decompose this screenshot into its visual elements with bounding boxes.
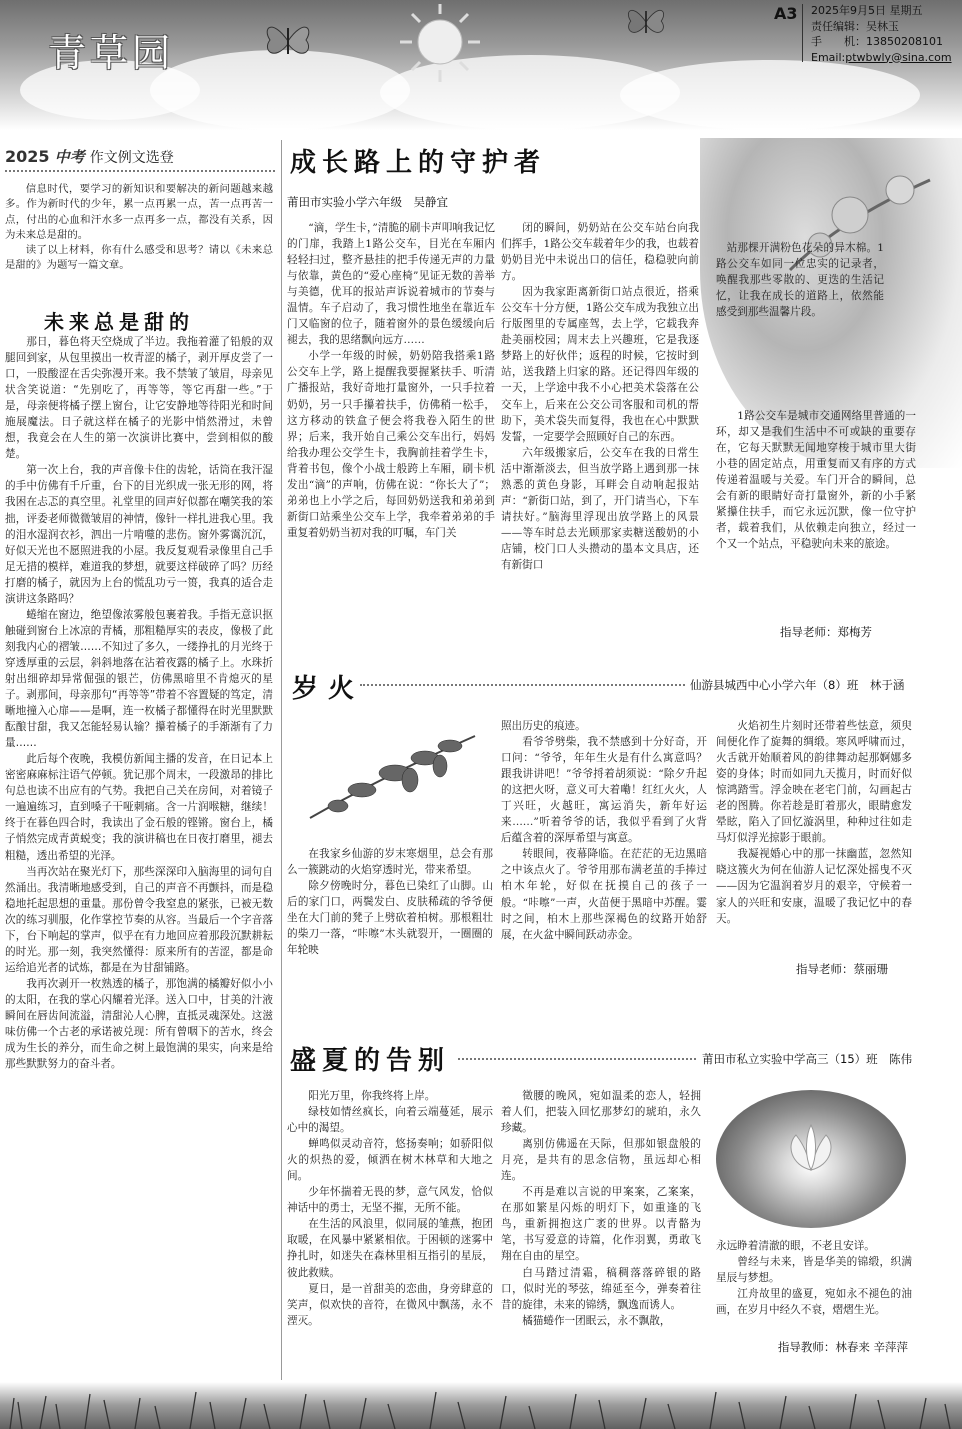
article-paragraph: 火焰初生片刻时还带着些怯意，须臾间便化作了旋舞的绸缎。寒风呼啸而过，火舌就开始顺着风的韵律舞动起那婀娜多姿的身体；时而如同九天揽月，时而好似惊鸿踏雪。浮金映在老宅门前，勾画起古老的图腾。你若趁是盯着那火，眼睛愈发晕眩，陷入了回忆漩涡里，种种过往如走马灯似浮光掠影于眼前。 [716, 720, 912, 845]
article-author: 仙游县城西中心小学六年（8）班 林于涵 [690, 678, 905, 692]
mentor-credit: 指导教师：林春来 辛萍萍 [777, 1340, 908, 1354]
grass-icon [0, 1378, 962, 1429]
wisteria-image [300, 718, 490, 836]
article-paragraph: 江舟故里的盛夏，宛如永不褪色的油画，在岁月中经久不衰，熠熠生光。 [716, 1288, 912, 1317]
article-paragraph: 小学一年级的时候，奶奶陪我搭乘1路公交车上学，路上提醒我要握紧扶手、听清广播报站，我好奇地打量窗外，一只手拉着奶奶，另一只手攥着扶手，仿佛稍一松手，这方移动的铁盒子便会将我卷入陌生的世界；后来，我开始自己乘公交车出行，妈妈给我办理公交学生卡，我胸前挂着学生卡，背着书包，像个小战士般跨上车厢，刷卡机发出“滴”的声响，仿佛在说：“你长大了”；弟弟也上小学之后，每回奶奶送我和弟弟到新街口站乘坐公交车上学，我牵着弟弟的手重复着奶奶当初对我的叮嘱，车门关 [287, 350, 495, 539]
article-paragraph: 徵腰的晚风，宛如温柔的恋人，轻拥着人们，把装入回忆那梦幻的琥珀，永久珍藏。 [501, 1090, 701, 1135]
page-number: A3 [774, 4, 798, 23]
article-paragraph: 看爷爷劈柴，我不禁感到十分好奇，开口问：“爷爷，年年生火是有什么寓意吗？跟我讲讲吧！”爷爷捋着胡须说：“除夕升起的这把火呀，意义可大着嘞！红红火火，人丁兴旺，火越旺，寓运消失，新年好运来……”听着爷爷的话，我似乎看到了火背后蕴含着的深厚希望与寓意。 [501, 736, 707, 845]
article-paragraph: 少年怀揣着无畏的梦，意气风发，恰似神话中的勇士，无坚不摧，无所不能。 [287, 1186, 493, 1215]
essay-title: 未来总是甜的 [44, 310, 194, 334]
article-paragraph: 白马踏过清霜，稿稠落落碎银的路口，似时光的琴弦，绵延至今，弹奏着往昔的旋律，未来的锦绣，飘逸而诱人。 [501, 1266, 701, 1311]
title-dotline [360, 684, 685, 686]
editor-phone: 手 机：13850208101 [811, 35, 943, 48]
lotus-icon [776, 1120, 846, 1180]
article-author: 莆田市私立实验中学高三（15）班 陈伟 [702, 1052, 913, 1066]
article-title: 成长路上的守护者 [290, 148, 547, 178]
email-label: Email: [811, 50, 846, 64]
article-column [716, 240, 884, 320]
column-divider [281, 140, 282, 1380]
article-paragraph: 夏日，是一首甜美的恋曲，身旁肆意的笑声，似欢快的音符，在微风中飘荡，永不湮灭。 [287, 1282, 493, 1327]
article-paragraph: 闭的瞬间，奶奶站在公交车站台向我们挥手，1路公交车载着年少的我，也载着奶奶目光中未说出口的信任，稳稳驶向前方。 [501, 222, 699, 283]
article-column [501, 1088, 701, 1329]
sidebar-heading [5, 146, 273, 167]
article-column [716, 718, 912, 927]
article-paragraph: 因为我家距离新街口站点很近，搭乘公交车十分方便，1路公交车成为我独立出行版图里的专属座驾，去上学，它载我奔赴美丽校园；周末去上兴趣班，它是我逐梦路上的好伙伴；返程的时候，它按时到站，送我踏上归家的路。还记得四年级的一天，上学途中我不小心把美术袋落在公交车上，后来在公交公司客服和司机的帮助下，美术袋失而复得，我也在心中默默发誓，一定要学会照顾好自己的东西。 [501, 286, 699, 443]
article-title: 盛夏的告别 [290, 1046, 451, 1076]
article-column [501, 718, 707, 943]
article-paragraph: 曾经与未来，皆是华美的锦缎，织满星辰与梦想。 [716, 1256, 912, 1285]
article-column [501, 220, 699, 573]
article-paragraph: 不再是难以言说的甲案案，乙案案，在那如繁星闪烁的明灯下，如重逢的飞鸟，重新拥抱这广袤的世界。以青骼为笔，书写爱意的诗篇，化作羽翼，勇敢飞翔在自由的星空。 [501, 1186, 701, 1263]
article-paragraph: 蝉鸣似灵动音符，悠扬奏响；如骄阳似火的炽热的爱，倾洒在树木林草和大地之间。 [287, 1138, 493, 1183]
issue-date: 2025年9月5日 星期五 [811, 4, 923, 17]
header-divider [802, 4, 803, 62]
article-author: 莆田市实验小学六年级 吴静宜 [287, 195, 448, 209]
prompt-paragraph: 信息时代，要学习的新知识和要解决的新问题越来越多。作为新时代的少年，累一点再累一点，苦一点再苦一点，付出的心血和汗水多一点再多一点，都没有关系，因为未来总是甜的。 [5, 183, 273, 241]
article-paragraph: 照出历史的痕迹。 [501, 720, 586, 732]
essay-paragraph: 我再次剥开一枚熟透的橘子，那饱满的橘瓣好似小小的太阳，在我的掌心闪耀着光泽。送入口中，甘美的汁液瞬间在唇齿间流溢，清甜沁人心脾，直抵灵魂深处。这滋味仿佛一个古老的承诺被兑现：所有曾咽下的苦水，终会成为生长的养分，而生命之树上最饱满的果实，向来是给那些默默努力的奋斗者。 [5, 977, 273, 1071]
article-paragraph: 在生活的风浪里，似同展的雏燕，抱团取暖，在风暴中紧紧相依。于困顿的迷雾中挣扎时，如迷失在森林里相互指引的星辰，彼此救赎。 [287, 1218, 493, 1279]
section-title: 作文例文选登 [89, 150, 174, 166]
article-paragraph: 阳光万里，你我终将上岸。 [308, 1090, 436, 1102]
article-paragraph: 绿枝如情丝疯长，向着云端蔓延，展示心中的渴望。 [287, 1106, 493, 1135]
article-paragraph: 永远睁着清澈的眼，不老且安详。 [716, 1240, 875, 1252]
email-link[interactable]: ptwbwly@sina.com [845, 50, 952, 64]
essay-paragraph: 蜷缩在窗边，绝望像浓雾般包裹着我。手指无意识抠触碰到窗台上冰凉的青橘，那粗糙厚实的表皮，像极了此刻我内心的褶皱……不知过了多久，一缕挣扎的月光终于穿透厚重的云层，斜斜地落在沾着夜露的橘子上。水珠折射出细碎却异常倔强的银芒，仿佛黑暗里不肯熄灭的星子。剥那间，母亲那句“再等等”带着不容置疑的笃定，清晰地撞入心扉——是啊，连一枚橘子都懂得在时光里默默酝酿甘甜，我又怎能轻易认输？攥着橘子的手渐渐有了力量…… [5, 608, 273, 750]
year-label: 2025 [5, 147, 50, 166]
article-paragraph: 除夕傍晚时分，暮色已染红了山脚。山后的家门口，两鬓发白、皮肤稀疏的爷爷便坐在大门前的凳子上劈砍着柏树。那根粗壮的柴刀一落，“咔嚓”木头就裂开，一圈圈的年轮映 [287, 880, 493, 957]
essay-prompt [5, 182, 273, 274]
article-paragraph: 六年级搬家后，公交车在我的日常生活中渐渐淡去，但当放学路上遇到那一抹熟悉的黄色身影，耳畔会自动响起报站声：“新街口站，到了，开门请当心，下车请扶好。”脑海里浮现出放学路上的风景——等车时总去光顾那家卖糖送酸奶的小店铺，校门口人头攒动的墨本文具店，还有新街口 [501, 446, 699, 571]
editor-email [811, 50, 952, 66]
article-paragraph: 橘猫蜷作一团眠云，永不飘散， [522, 1314, 671, 1327]
article-paragraph: “滴，学生卡，”清脆的刷卡声叩响我记忆的门扉，我踏上1路公交车，目光在车厢内轻轻扫过，整齐悬挂的把手传递无声的力量与依靠，黄色的“爱心座椅”见证无数的善举与美德，优耳的报站声诉说着城市的节奏与温情。车子启动了，我习惯性地坐在靠近车门又临窗的位子，随着窗外的景色缓缓向后褪去，我的思绪飘向远方…… [287, 222, 495, 347]
article-paragraph: 在我家乡仙游的岁末寒烟里，总会有那么一簇跳动的火焰穿透时光，带来希望。 [287, 848, 493, 877]
article-paragraph: 1路公交车是城市交通网络里普通的一环，却又是我们生活中不可或缺的重要存在，它每天默默无闻地穿梭于城市里大街小巷的固定站点，用重复而又有序的方式传递着温暖与关爱。车门开合的瞬间，总会有新的眼睛好奇打量窗外，新的小手紧紧攥住扶手，而它永远沉默，像一位守护者，载着我们，从依赖走向独立，经过一个又一个站点，平稳驶向未来的旅途。 [716, 410, 916, 551]
article-column [716, 1238, 912, 1318]
mentor-credit: 指导老师：郑梅芳 [780, 625, 872, 639]
sun-icon [385, 2, 495, 92]
article-paragraph: 我凝视婚心中的那一抹幽蓝，忽然知晓这簇火为何在仙游人记忆深处摇曳不灭——因为它温润着岁月的艰辛，守候着一家人的兴旺和安康，温暖了我记忆中的春天。 [716, 848, 912, 925]
article-paragraph: 转眼间，夜幕降临。在茫茫的无边黑暗之中该点火了。爷爷用那布满老茧的手捧过柏木年轮，好似在抚摸自己的孩子一般。“咔嚓”一声，火苗便于黑暗中苏醒。霎时之间，柏木上那些深褐色的纹路开始舒展，在火盆中瞬间跃动赤金。 [501, 848, 707, 941]
column-title: 青草园 [48, 31, 175, 75]
mentor-credit: 指导老师：蔡丽珊 [796, 962, 888, 976]
essay-paragraph: 那日，暮色将天空烧成了半边。我拖着灌了铅般的双腿回到家，从包里摸出一枚青涩的橘子，剥开厚皮尝了一口，一股酸涩在舌尖弥漫开来。我不禁皱了皱眉，母亲见状含笑说道：“先别吃了，再等等，等它再甜一些。”于是，母亲便将橘子摆上窗台，让它安静地等待阳光和时间施展魔法。日子就这样在橘子的光影中悄然滑过，未曾想，我竟会在人生的第一次演讲比赛中，尝到相似的酸楚。 [5, 336, 273, 461]
cloud [620, 60, 920, 130]
article-paragraph: 站那棵开满粉色花朵的异木棉。1路公交车如同一位忠实的记录者，唤醒我那些零散的、更迭的生活记忆，让我在成长的道路上，依然能感受到那些温馨片段。 [716, 242, 884, 319]
prompt-paragraph: 读了以上材料，你有什么感受和思考？请以《未来总是甜的》为题写一篇文章。 [5, 244, 273, 272]
article-column [287, 1088, 493, 1329]
butterfly-icon [262, 18, 314, 64]
essay-paragraph: 此后每个夜晚，我模仿新闻主播的发音，在日记本上密密麻麻标注语气停顿。犹记那个周末，一段激昂的排比句总也读不出应有的气势。我把自己关在房间，对着镜子一遍遍练习，直到嗓子干哑刺痛。含一片润喉糖，继续！终于在暮色四合时，我读出了金石般的铿锵。窗台上，橘子悄然完成青黄蜕变；我的演讲稿也在日夜打磨里，褪去粗糙，透出希望的光泽。 [5, 753, 273, 862]
essay-paragraph: 当再次站在聚光灯下，那些深深印入脑海里的词句自然涌出。我清晰地感受到，自己的声音不再颤抖，而是稳稳地托起思想的重量。那份曾令我窒息的紧张，已被无数次的练习驯服，化作掌控节奏的从容。当最后一个字音落下，台下响起的掌声，似乎在有力地回应着那段沉默耕耘的时光。那一刻，我突然懂得：原来所有的苦涩，都是命运给追光者的试炼，都是在为甘甜铺路。 [5, 865, 273, 974]
article-column [716, 408, 916, 552]
header-banner [0, 0, 962, 130]
article-column [287, 846, 493, 958]
article-title: 岁火 [292, 674, 365, 704]
sidebar-divider [5, 170, 275, 172]
essay-body [5, 334, 273, 1072]
header-info [811, 3, 952, 65]
essay-paragraph: 第一次上台，我的声音像卡住的齿轮，话筒在我汗湿的手中仿佛有千斤重，台下的目光织成一张无形的网，将我困在忐忑的真空里。礼堂里的回声好似都在嘲笑我的笨拙，评委老师微微皱眉的神情，像针一样扎进我心里。我的泪水湿润衣衫，泗出一片啃噬的悲伤。窗外雾霭沉沉，好似天光也不愿照进我的小屋。我反复观看录像里自己手足无措的模样，难道我的梦想，就要这样破碎了吗？历经打磨的橘子，就因为上台的慌乱功亏一篑，我真的适合走演讲这条路吗？ [5, 464, 273, 605]
editor-credit: 责任编辑：吴林玉 [811, 19, 899, 33]
butterfly-icon [624, 2, 668, 42]
title-dotline [458, 1058, 696, 1060]
zhongkao-label: 中考 [54, 148, 85, 166]
article-paragraph: 离别仿佛遥在天际，但那如银盘般的月亮，是共有的思念信物，虽远却心相连。 [501, 1138, 701, 1183]
article-column [287, 220, 495, 541]
